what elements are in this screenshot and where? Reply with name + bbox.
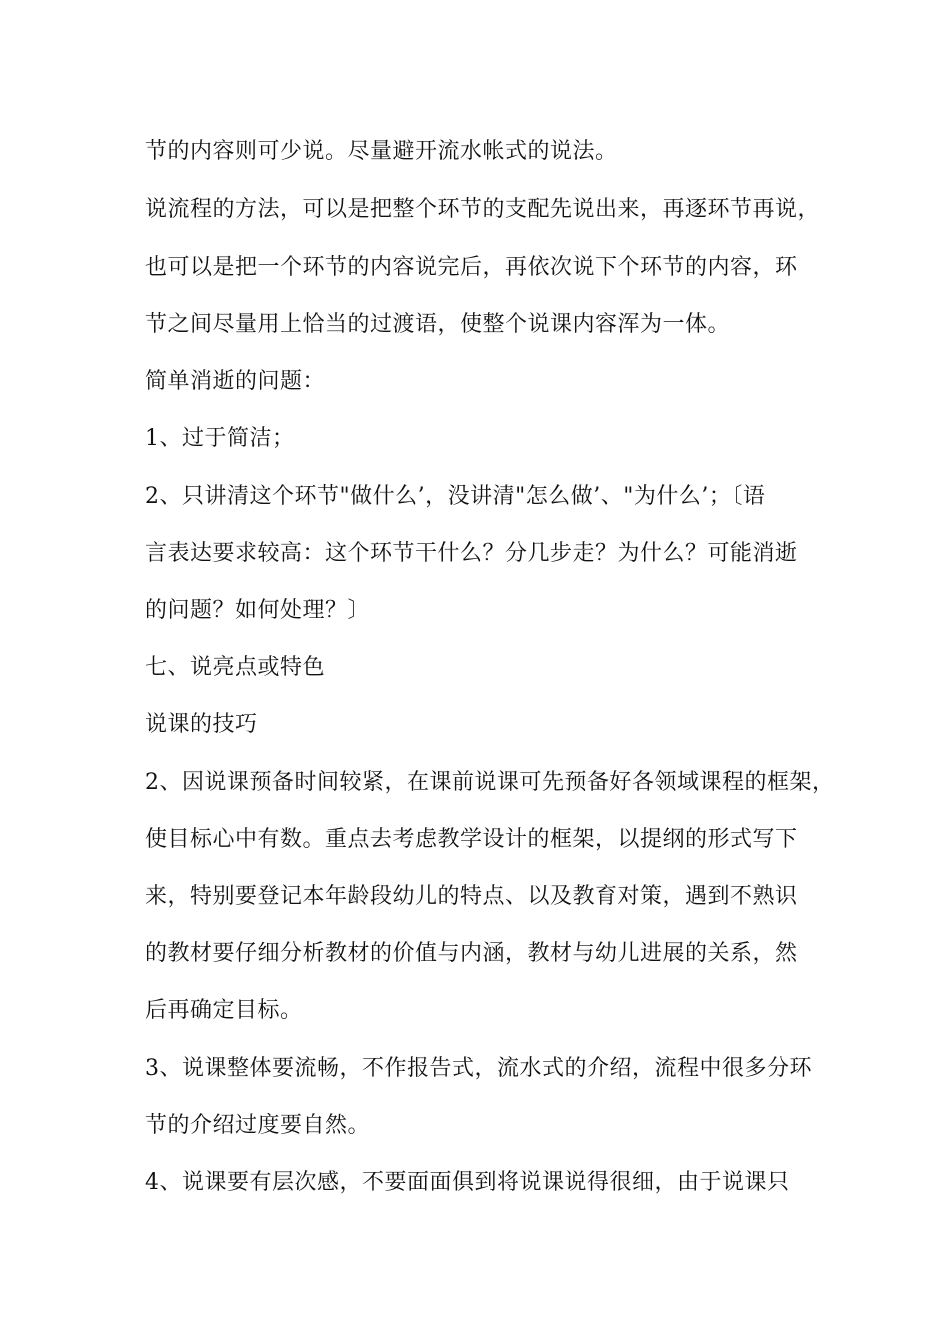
- text-line: 节之间尽量用上恰当的过渡语，使整个说课内容浑为一体。: [145, 312, 731, 337]
- text-line: 后再确定目标。: [145, 998, 303, 1023]
- text-line: 1、过于简洁；: [145, 426, 295, 451]
- section-heading: 说课的技巧: [145, 712, 258, 737]
- text-line: 说流程的方法，可以是把整个环节的支配先说出来，再逐环节再说，: [145, 197, 821, 222]
- text-line: 使目标心中有数。重点去考虑教学设计的框架，以提纲的形式写下: [145, 827, 798, 852]
- text-line: 的问题？如何处理？〕: [145, 598, 371, 623]
- text-line: 2、因说课预备时间较紧，在课前说课可先预备好各领域课程的框架，: [145, 770, 835, 795]
- text-line: 简单消逝的问题：: [145, 369, 326, 394]
- text-line: 3、说课整体要流畅，不作报告式，流水式的介绍，流程中很多分环: [145, 1056, 812, 1081]
- section-heading: 七、说亮点或特色: [145, 655, 326, 680]
- text-line: 也可以是把一个环节的内容说完后，再依次说下个环节的内容，环: [145, 255, 798, 280]
- text-line: 4、说课要有层次感，不要面面俱到将说课说得很细，由于说课只: [145, 1170, 790, 1195]
- text-line: 2、只讲清这个环节"做什么’，没讲清"怎么做’、"为什么’；〔语: [145, 484, 766, 509]
- text-line: 节的内容则可少说。尽量避开流水帐式的说法。: [145, 139, 618, 164]
- text-line: 节的介绍过度要自然。: [145, 1113, 371, 1138]
- text-line: 来，特别要登记本年龄段幼儿的特点、以及教育对策，遇到不熟识: [145, 884, 798, 909]
- text-line: 言表达要求较高：这个环节干什么？分几步走？为什么？可能消逝: [145, 541, 798, 566]
- text-line: 的教材要仔细分析教材的价值与内涵，教材与幼儿进展的关系，然: [145, 941, 798, 966]
